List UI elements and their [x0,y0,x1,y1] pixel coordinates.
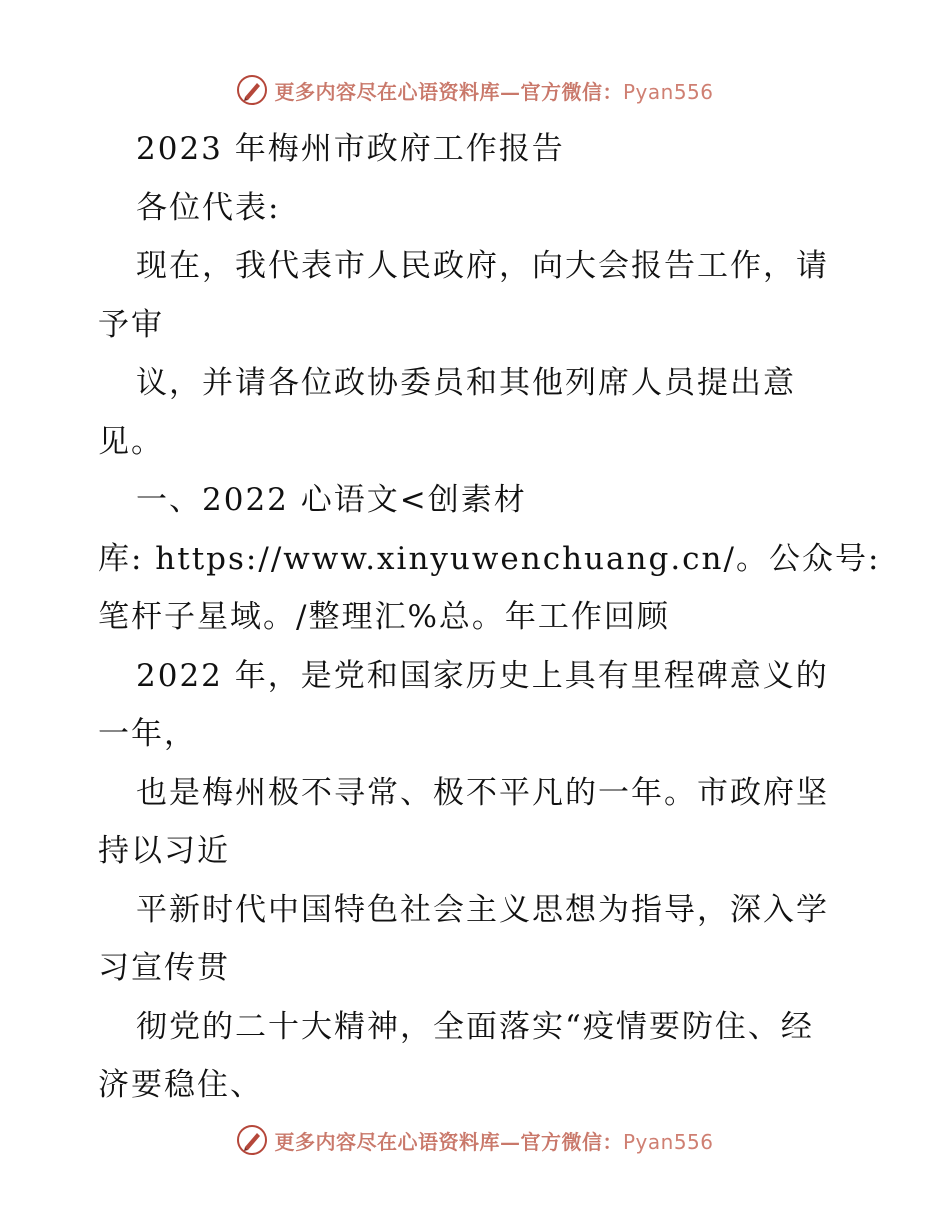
pen-logo-icon [236,74,268,106]
paragraph-line: 2022 年，是党和国家历史上具有里程碑意义的 [136,657,829,694]
paragraph-line: 议，并请各位政协委员和其他列席人员提出意 [136,365,796,401]
paragraph-line: 见。 [98,423,164,460]
paragraph-line: 现在，我代表市人民政府，向大会报告工作，请 [136,248,829,284]
document-body [98,120,881,1115]
paragraph-line: 予审 [98,306,164,343]
paragraph-line: 平新时代中国特色社会主义思想为指导，深入学 [136,891,829,928]
paragraph-line: 库: https://www.xinyuwenchuang.cn/。公众号: [98,540,881,577]
paragraph-line: 济要稳住、 [98,1067,263,1103]
section-heading: 一、2022 心语文<创素材 [136,482,527,518]
watermark-handle: Pyan556 [622,79,714,104]
paragraph-line: 习宣传贯 [98,950,230,986]
watermark-text: 更多内容尽在心语资料库—官方微信：Pyan556 [274,79,714,104]
watermark-text: 更多内容尽在心语资料库—官方微信：Pyan556 [274,1129,714,1154]
watermark-handle: Pyan556 [622,1129,714,1154]
watermark-header [0,70,950,110]
watermark-footer [0,1120,950,1160]
paragraph-line: 也是梅州极不寻常、极不平凡的一年。市政府坚 [136,774,829,811]
paragraph-line: 笔杆子星域。/整理汇%总。年工作回顾 [98,599,670,635]
pen-logo-icon [236,1124,268,1156]
paragraph-line: 一年， [98,716,197,752]
salutation: 各位代表: [136,189,281,226]
document-title: 2023 年梅州市政府工作报告 [136,131,565,167]
paragraph-line: 彻党的二十大精神，全面落实“疫情要防住、经 [136,1008,814,1045]
paragraph-line: 持以习近 [98,833,230,869]
